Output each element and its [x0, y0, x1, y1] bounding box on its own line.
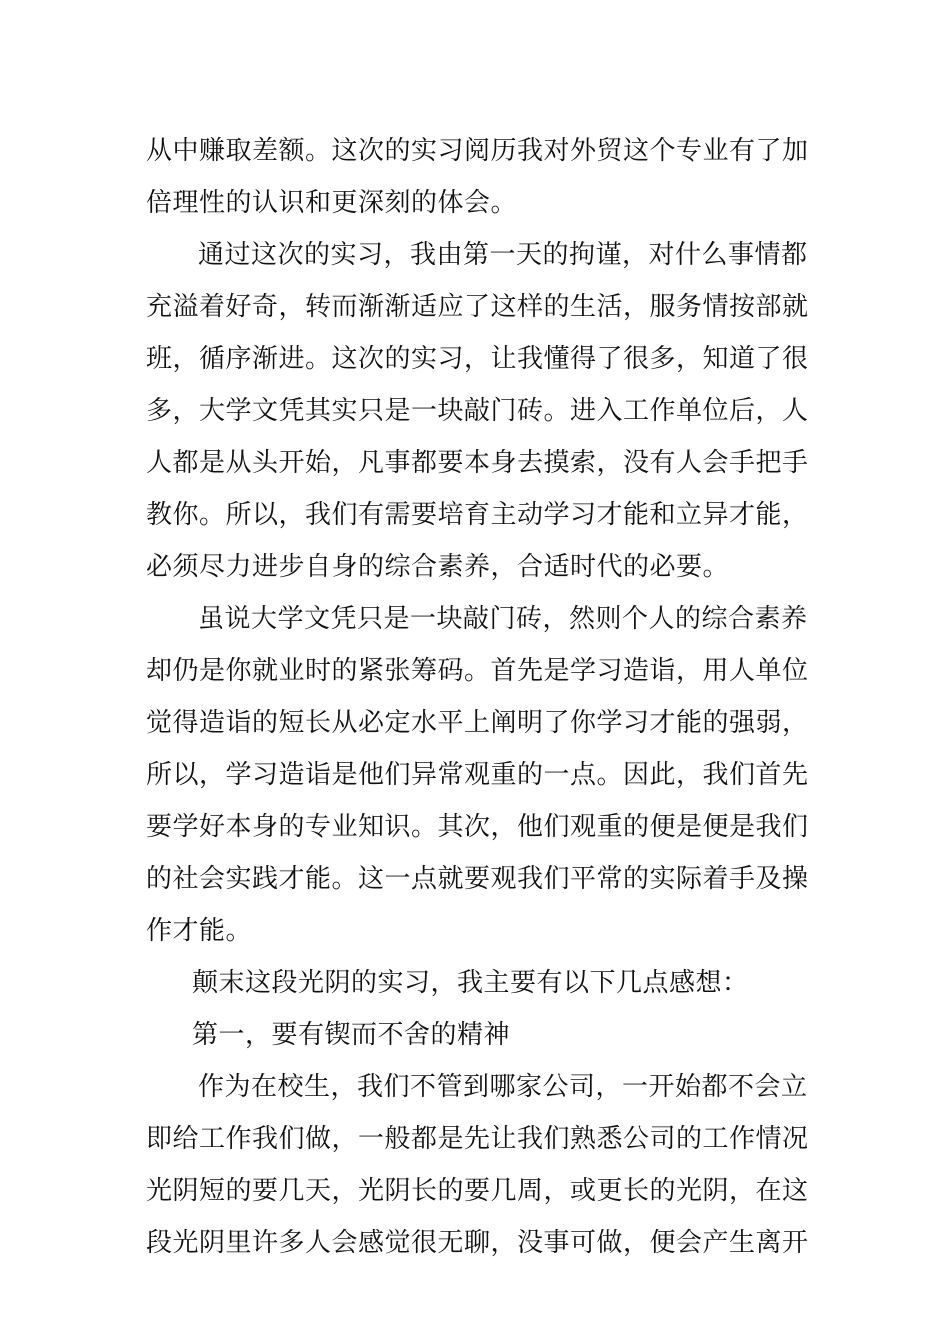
- text-line: 所以，学习造诣是他们异常观重的一点。因此，我们首先: [146, 760, 809, 790]
- text-line: 第一，要有锲而不舍的精神: [192, 1020, 511, 1050]
- text-line: 作为在校生，我们不管到哪家公司，一开始都不会立: [198, 1072, 808, 1102]
- text-line: 的社会实践才能。这一点就要观我们平常的实际着手及操: [146, 864, 809, 894]
- body-text: [146, 125, 810, 1269]
- text-line: 通过这次的实习，我由第一天的拘谨，对什么事情都: [198, 240, 808, 270]
- text-line: 虽说大学文凭只是一块敲门砖，然则个人的综合素养: [198, 604, 808, 634]
- text-line: 人都是从头开始，凡事都要本身去摸索，没有人会手把手: [146, 448, 809, 478]
- text-line: 觉得造诣的短长从必定水平上阐明了你学习才能的强弱，: [146, 708, 809, 738]
- text-line: 作才能。: [146, 916, 253, 946]
- text-line: 倍理性的认识和更深刻的体会。: [146, 188, 518, 218]
- text-line: 段光阴里许多人会感觉很无聊，没事可做，便会产生离开: [146, 1228, 809, 1258]
- text-line: 颠末这段光阴的实习，我主要有以下几点感想：: [192, 968, 749, 998]
- text-line: 必须尽力进步自身的综合素养，合适时代的必要。: [146, 552, 730, 582]
- text-line: 即给工作我们做，一般都是先让我们熟悉公司的工作情况: [146, 1124, 809, 1154]
- text-line: 要学好本身的专业知识。其次，他们观重的便是便是我们: [146, 812, 809, 842]
- text-line: 班，循序渐进。这次的实习，让我懂得了很多，知道了很: [146, 344, 809, 374]
- text-line: 光阴短的要几天，光阴长的要几周，或更长的光阴，在这: [146, 1176, 809, 1206]
- text-line: 却仍是你就业时的紧张筹码。首先是学习造诣，用人单位: [146, 656, 809, 686]
- text-line: 充溢着好奇，转而渐渐适应了这样的生活，服务情按部就: [146, 292, 809, 322]
- text-line: 多，大学文凭其实只是一块敲门砖。进入工作单位后，人: [146, 396, 809, 426]
- text-line: 教你。所以，我们有需要培育主动学习才能和立异才能，: [146, 500, 809, 530]
- text-line: 从中赚取差额。这次的实习阅历我对外贸这个专业有了加: [146, 136, 809, 166]
